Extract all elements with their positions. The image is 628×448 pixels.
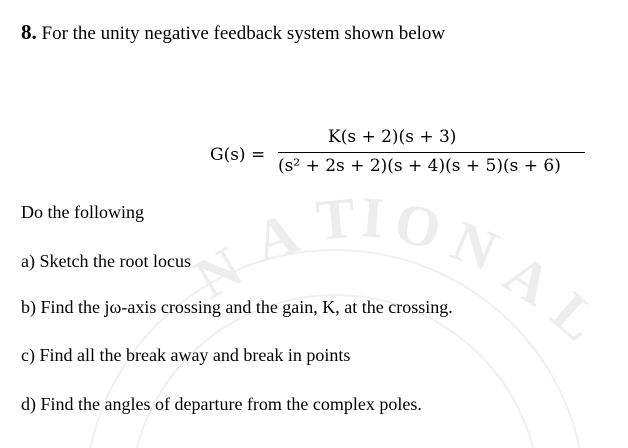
part-d: d) Find the angles of departure from the complex poles. <box>21 394 422 414</box>
svg-text:O: O <box>389 189 447 263</box>
svg-text:L: L <box>539 279 612 354</box>
svg-text:A: A <box>246 200 306 275</box>
svg-text:N: N <box>443 207 507 284</box>
equation-lhs: G(s) = <box>210 145 266 165</box>
instructions-text: Do the following <box>21 202 144 222</box>
part-b: b) Find the jω-axis crossing and the gain, K, at the crossing. <box>21 297 453 317</box>
question-number: 8. <box>21 20 37 44</box>
fraction-bar <box>278 152 585 153</box>
svg-text:N: N <box>184 234 253 312</box>
svg-text:A: A <box>493 240 564 319</box>
svg-text:I: I <box>359 184 387 251</box>
transfer-function-equation <box>210 127 590 187</box>
question-title <box>21 20 445 45</box>
equation-denominator: (s² + 2s + 2)(s + 4)(s + 5)(s + 6) <box>278 156 561 176</box>
svg-text:T: T <box>313 184 358 253</box>
part-c: c) Find all the break away and break in points <box>21 345 351 365</box>
part-a: a) Sketch the root locus <box>21 251 191 271</box>
question-prompt: For the unity negative feedback system shown below <box>41 23 446 44</box>
equation-numerator: K(s + 2)(s + 3) <box>328 127 457 147</box>
